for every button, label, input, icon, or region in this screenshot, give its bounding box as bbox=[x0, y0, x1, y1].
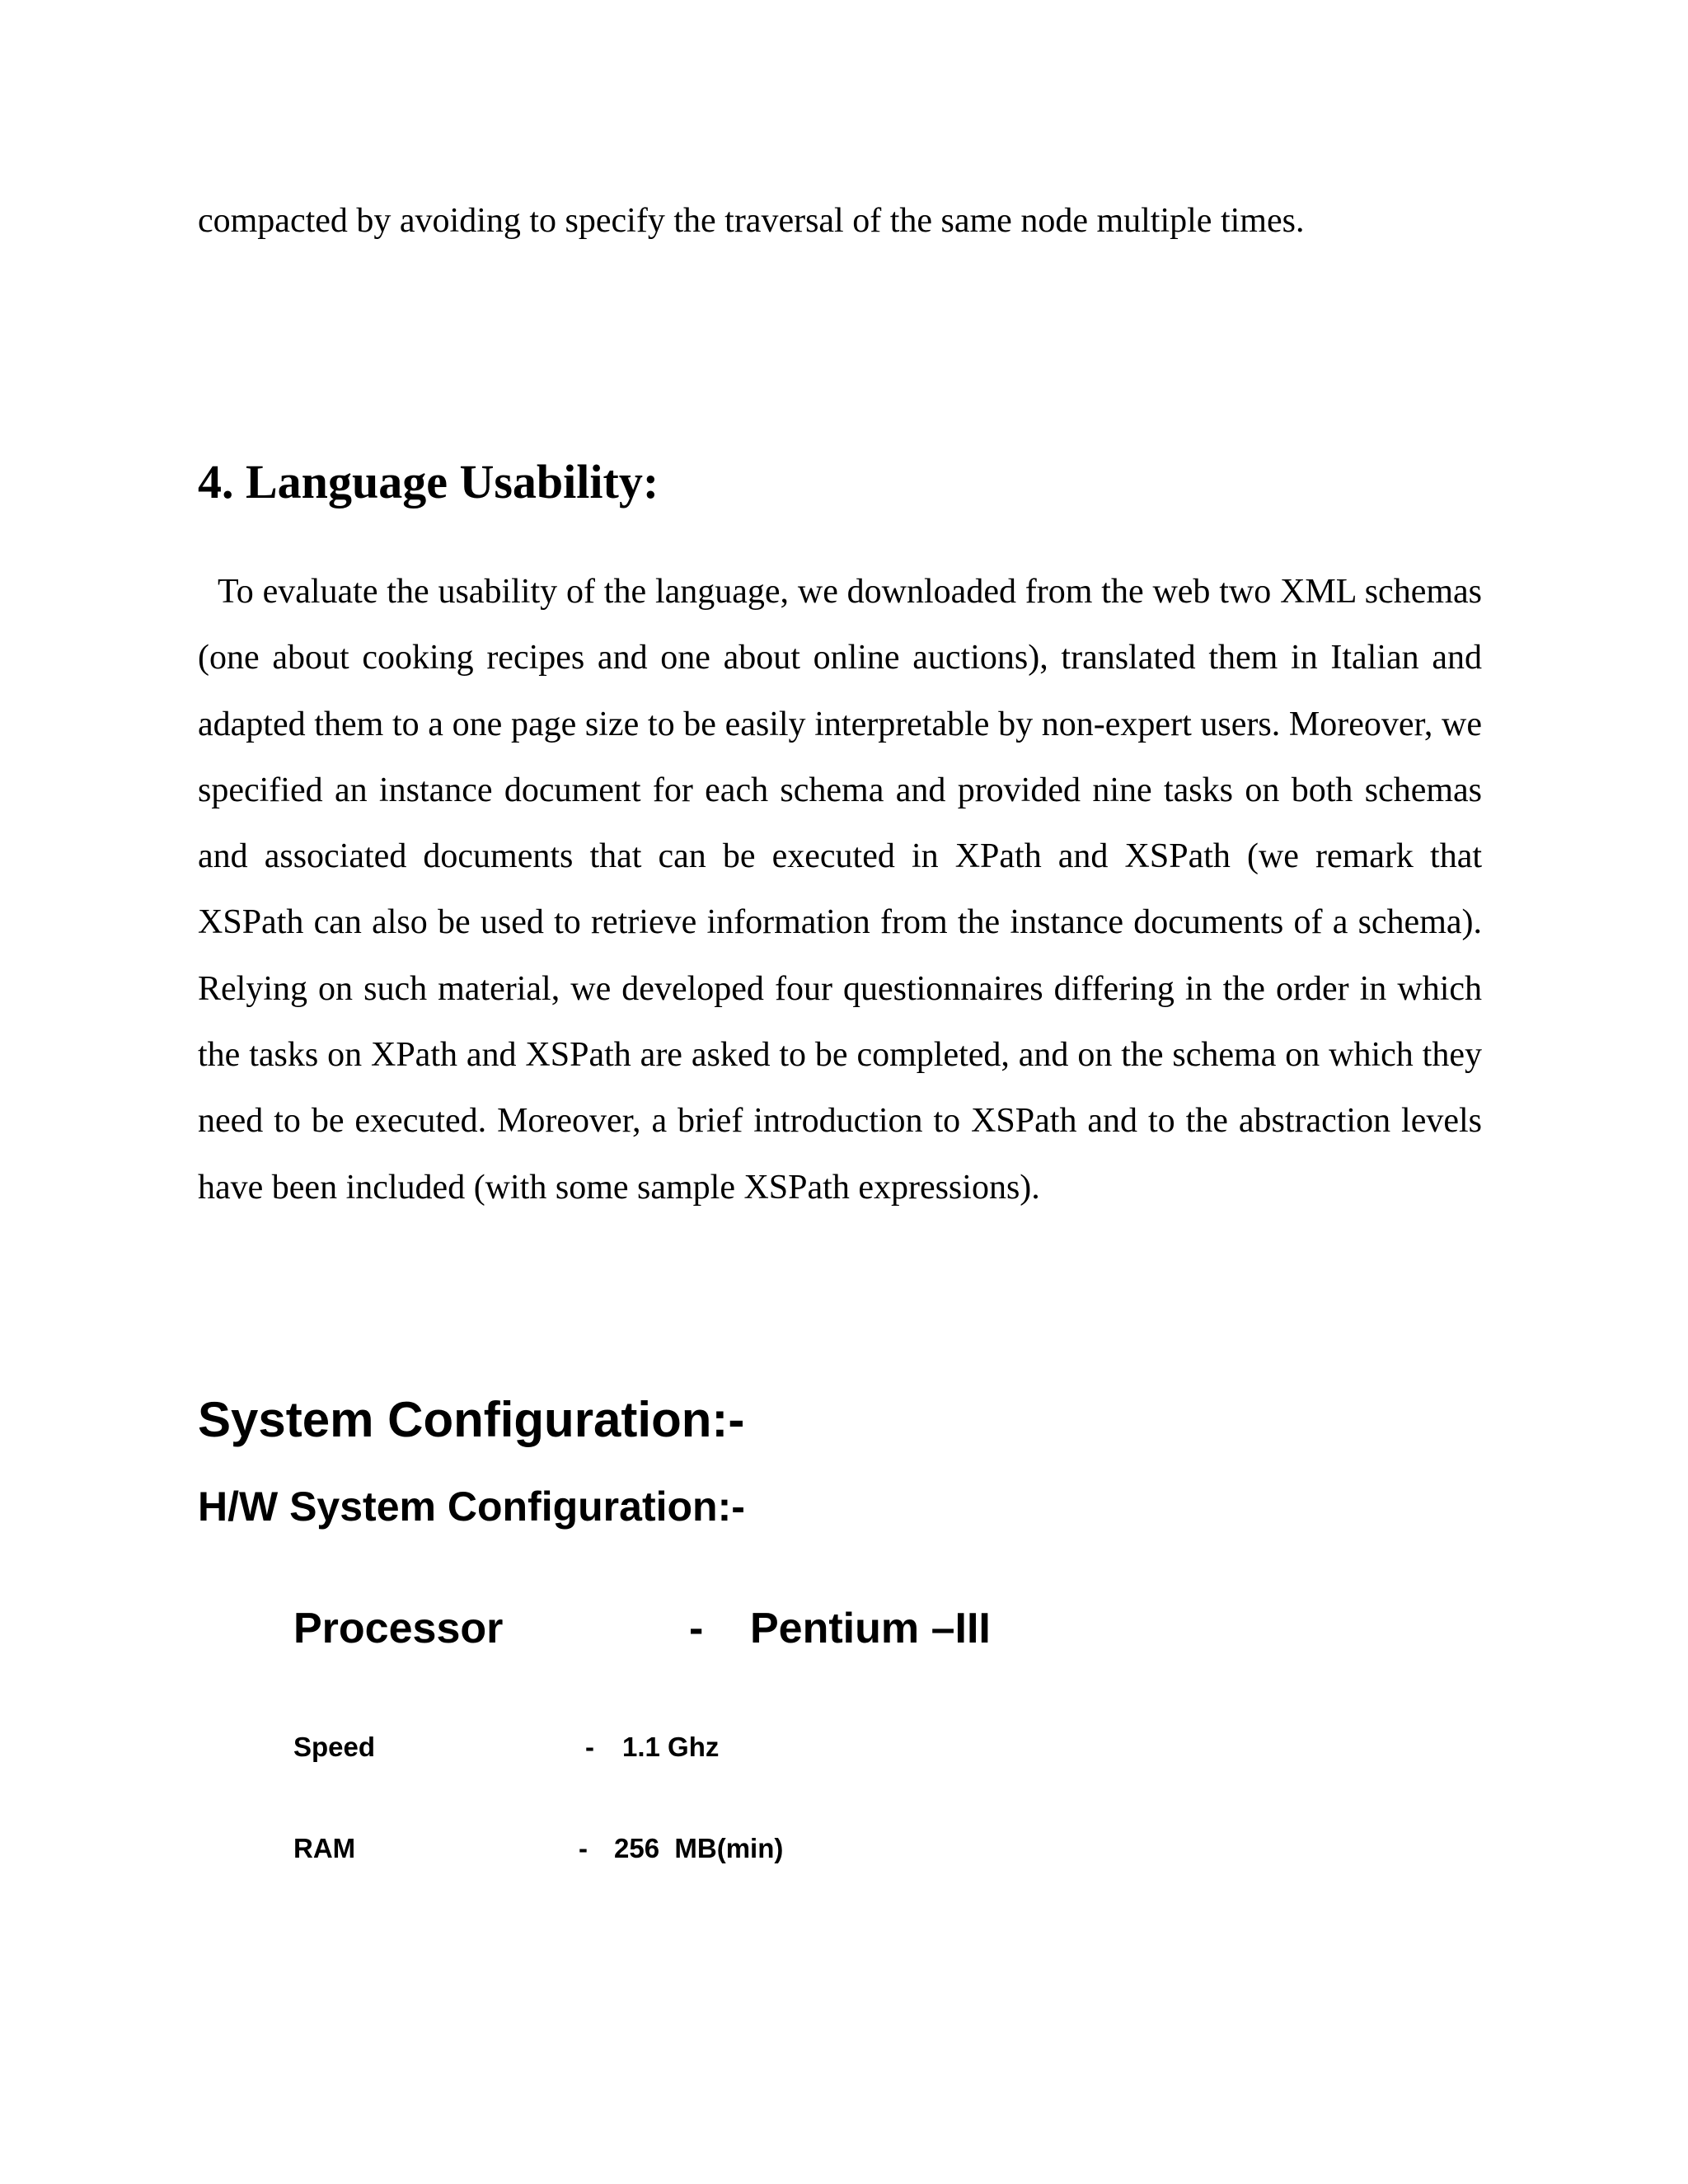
intro-text: compacted by avoiding to specify the traversal of the same node multiple times. bbox=[198, 202, 1305, 240]
system-configuration-heading: System Configuration:- bbox=[198, 1392, 745, 1447]
spec-value-ram: 256 MB(min) bbox=[614, 1833, 784, 1863]
section-heading-language-usability: 4. Language Usability: bbox=[198, 455, 659, 509]
hw-system-configuration-heading: H/W System Configuration:- bbox=[198, 1483, 745, 1530]
spec-dash-processor: - bbox=[689, 1605, 704, 1652]
spec-label-processor: Processor bbox=[293, 1605, 504, 1652]
spec-value-speed: 1.1 Ghz bbox=[622, 1732, 720, 1762]
spec-label-speed: Speed bbox=[293, 1732, 376, 1762]
spec-dash-speed: - bbox=[585, 1732, 594, 1762]
language-usability-paragraph: To evaluate the usability of the language, we downloaded from the web two XML schemas (one about cooking recipes and one about online auctions), translated them in Italian and adapted them to a one page size to be easily interpretable by non-expert users. Moreover, we specified an instance document for each schema and provided nine tasks on both schemas and associated documents that can be executed in XPath and XSPath (we remark that XSPath can also be used to retrieve information from the instance documents of a schema). Relying on such material, we developed four questionnaires differing in the order in which the tasks on XPath and XSPath are asked to be completed, and on the schema on which they need to be executed. Moreover, a brief introduction to XSPath and to the abstraction levels have been included (with some sample XSPath expressions). bbox=[198, 573, 1482, 1207]
spec-value-processor: Pentium –III bbox=[750, 1605, 991, 1652]
spec-label-ram: RAM bbox=[293, 1833, 356, 1863]
spec-dash-ram: - bbox=[579, 1833, 588, 1863]
